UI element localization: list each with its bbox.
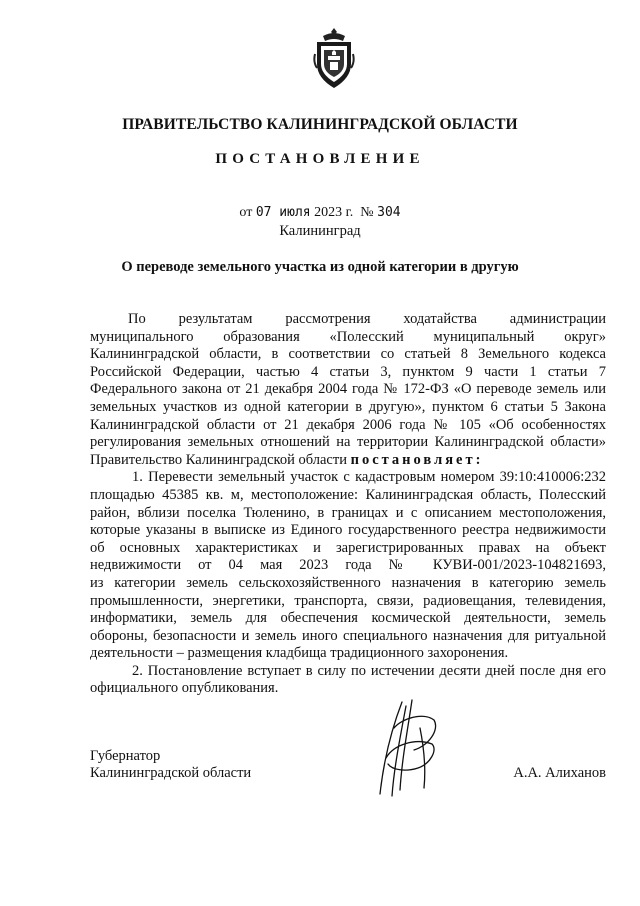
item1-line: из категории земель сельскохозяйственного назначения в категорию земель (90, 574, 606, 591)
preamble-line: По результатам рассмотрения ходатайства администрации (128, 311, 606, 327)
item1-line: промышленности, энергетики, транспорта, связи, радиовещания, телевидения, (90, 592, 606, 609)
document-subject: О переводе земельного участка из одной категории в другую (121, 259, 519, 275)
document-type: ПОСТАНОВЛЕНИЕ (215, 151, 425, 167)
item2-line: 2. Постановление вступает в силу по истечении десяти дней после дня его (132, 662, 606, 679)
preamble-line: Российской Федерации, частью 4 статьи 3, пунктом 9 части 1 статьи 7 (90, 363, 606, 380)
item1-line: которые указаны в выписке из Единого государственного реестра недвижимости (90, 522, 606, 539)
handwritten-signature-icon (372, 698, 442, 802)
item1-line: деятельности – размещения кладбища традиционного захоронения. (90, 645, 509, 662)
preamble-line: Калининградской области, в соответствии со статьей 8 Земельного кодекса (90, 346, 606, 363)
date-handwritten: 07 июля (255, 205, 311, 220)
item1-line: площадью 45385 кв. м, местоположение: Калининградская область, Полесский (90, 486, 606, 503)
signatory-title: Губернатор (90, 748, 161, 764)
item1-line: район, вблизи поселка Тюленино, в границах и с описанием местоположения, (90, 504, 606, 521)
preamble-line: муниципального образования «Полесский муниципальный округ» (90, 328, 606, 345)
number-handwritten: 304 (377, 205, 401, 220)
item1-line: недвижимости от 04 мая 2023 года № КУВИ-001/2023-104821693, (90, 557, 606, 574)
item2-line: официального опубликования. (90, 680, 279, 697)
government-name: ПРАВИТЕЛЬСТВО КАЛИНИНГРАДСКОЙ ОБЛАСТИ (122, 116, 518, 133)
signatory-name: А.А. Алиханов (513, 765, 606, 781)
coat-of-arms-icon (313, 26, 355, 92)
preamble-line: земельных участков из одной категории в другую», пунктом 6 статьи 5 Закона (90, 398, 606, 415)
city: Калининград (279, 223, 361, 239)
item1-line: обороны, безопасности и земель иного специального назначения для ритуальной (90, 627, 606, 644)
date-year: 2023 г. (314, 205, 354, 220)
item1-line: об основных характеристиках и зарегистрированных правах на объект (90, 539, 606, 556)
resolving-subject: Правительство Калининградской области (90, 451, 347, 468)
item1-line: информатики, земель для обеспечения космической деятельности, земель (90, 610, 606, 627)
preamble-line: Калининградской области от 21 декабря 2006 года № 105 «Об особенностях (90, 416, 606, 433)
resolving-line (90, 452, 606, 470)
date-prefix: от (239, 205, 253, 220)
preamble-line: регулирования земельных отношений на территории Калининградской области» (90, 434, 606, 451)
resolving-word: постановляет: (350, 451, 484, 468)
preamble-line: Федерального закона от 21 декабря 2004 года № 172-ФЗ «О переводе земель или (90, 381, 606, 398)
document-body (90, 311, 606, 698)
item1-line: 1. Перевести земельный участок с кадастровым номером 39:10:410006:232 (132, 469, 606, 486)
signatory-region: Калининградской области (90, 765, 252, 781)
number-label: № (360, 205, 374, 220)
date-line (0, 205, 640, 221)
